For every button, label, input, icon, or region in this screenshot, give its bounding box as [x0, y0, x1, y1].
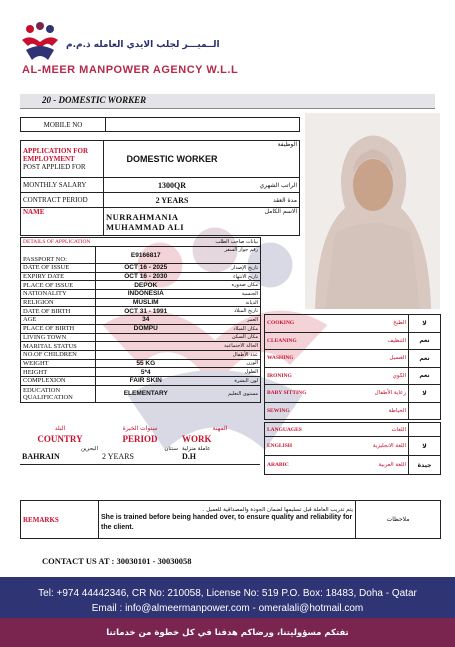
skills-table: [264, 314, 441, 420]
details-row-value: 5*4: [96, 368, 196, 377]
details-row-arabic: الطول: [196, 368, 261, 377]
remarks-arabic-text: يتم تدريب العاملة قبل تسليمها لضمان الجودة والمصداقية للعميل .: [202, 506, 353, 513]
period-header: PERIOD: [122, 433, 158, 444]
details-row-value: ELEMENTARY: [96, 385, 196, 402]
details-row-label: MARITAL STATUS: [21, 342, 96, 351]
experience-period-arabic: سنتان: [164, 446, 178, 453]
experience-country-arabic: البحرين: [80, 446, 98, 453]
experience-period-value: 2 YEARS: [102, 452, 134, 462]
skill-arabic-label: رعاية الأطفال: [325, 385, 409, 403]
languages-arabic-label: اللغات: [325, 423, 409, 437]
details-row-value: DOMPU: [96, 324, 196, 333]
details-row: [21, 324, 261, 333]
details-row-arabic: عدد الأطفال: [196, 350, 261, 359]
footer-tagline-arabic: تفتكم مسؤوليتنا، ورضاكم هدفنا في كل خطوة من خدماتنا: [106, 628, 349, 638]
skill-row: [265, 332, 441, 350]
skill-answer: لا: [409, 315, 441, 333]
salary-value: 1300QR: [104, 178, 241, 193]
experience-work-arabic: عاملة منزلية: [182, 446, 211, 453]
details-row-label: NATIONALITY: [21, 290, 96, 299]
details-row: [21, 281, 261, 290]
details-row: [21, 247, 261, 264]
details-row-arabic: الديانة: [196, 298, 261, 307]
period-arabic-header: سنوات الخبرة: [122, 425, 158, 432]
skill-row: [265, 315, 441, 333]
details-row: [21, 359, 261, 368]
post-value: DOMESTIC WORKER: [104, 141, 241, 178]
details-section-label: DETAILS OF APPLICATION: [21, 238, 196, 247]
experience-work-value: D.H: [182, 452, 196, 462]
details-row-label: DATE OF BIRTH: [21, 307, 96, 316]
details-row: [21, 350, 261, 359]
name-label: NAME: [21, 208, 104, 236]
details-row-value: FAIR SKIN: [96, 376, 196, 385]
remarks-table: [20, 500, 441, 539]
post-applied-label: POST APPLIED FOR: [23, 163, 86, 171]
application-table: [20, 140, 300, 236]
details-row-value: DEPOK: [96, 281, 196, 290]
details-row: [21, 272, 261, 281]
salary-arabic-label: الراتب الشهري: [240, 178, 300, 193]
details-row-label: DATE OF ISSUE: [21, 264, 96, 273]
remarks-label: REMARKS: [21, 501, 99, 539]
details-row-value: OCT 16 - 2025: [96, 264, 196, 273]
details-row-label: AGE: [21, 316, 96, 325]
details-row-label: LIVING TOWN: [21, 333, 96, 342]
contract-value: 2 YEARS: [104, 193, 241, 208]
details-row-label: HEIGHT: [21, 368, 96, 377]
skill-answer: لا: [409, 385, 441, 403]
language-rows: [265, 437, 441, 475]
contract-label: CONTRACT PERIOD: [21, 193, 104, 208]
details-row-arabic: تاريخ الميلاد: [196, 307, 261, 316]
skills-rows: [265, 315, 441, 420]
mobile-value: [106, 118, 300, 132]
skill-row: [265, 402, 441, 420]
application-label: APPLICATION FOR EMPLOYMENT: [23, 147, 89, 163]
details-row-value: OCT 16 - 2030: [96, 272, 196, 281]
details-row-label: COMPLEXION: [21, 376, 96, 385]
details-row-label: NO.OF CHILDREN: [21, 350, 96, 359]
language-row: [265, 437, 441, 456]
languages-label: LANGUAGES: [265, 423, 325, 437]
details-row-label: PASSPORT NO:: [21, 247, 96, 264]
name-value: NURRAHMANIA MUHAMMAD ALI: [104, 208, 241, 236]
experience-work-cell: [180, 444, 260, 464]
applicant-portrait-icon: [305, 113, 440, 309]
details-row-arabic: الوزن: [196, 359, 261, 368]
details-row-label: WEIGHT: [21, 359, 96, 368]
skill-arabic-label: الطبخ: [325, 315, 409, 333]
agency-name-english: AL-MEER MANPOWER AGENCY W.L.L: [22, 64, 239, 76]
details-row-value: [96, 333, 196, 342]
skill-label: WASHING: [265, 350, 325, 368]
skill-label: IRONING: [265, 367, 325, 385]
details-section-arabic: بيانات صاحب الطلب: [196, 238, 261, 247]
skill-arabic-label: الكوي: [325, 367, 409, 385]
details-row-label: PLACE OF BIRTH: [21, 324, 96, 333]
ad-title: 20 - DOMESTIC WORKER: [42, 95, 147, 105]
details-row-value: 55 KG: [96, 359, 196, 368]
skill-label: BABY SITTING: [265, 385, 325, 403]
details-row-arabic: الحالة الاجتماعية: [196, 342, 261, 351]
contact-line: CONTACT US AT : 30030101 - 30030058: [42, 556, 192, 566]
skill-row: [265, 367, 441, 385]
post-arabic-label: الوظيفة: [240, 141, 300, 178]
country-header: COUNTRY: [37, 433, 83, 444]
language-label: ENGLISH: [265, 437, 325, 456]
skill-arabic-label: التنظيف: [325, 332, 409, 350]
contract-arabic-label: مدة العقد: [240, 193, 300, 208]
details-row-value: E9166817: [96, 247, 196, 264]
details-row: [21, 385, 261, 402]
work-header: WORK: [182, 433, 212, 444]
details-rows: [21, 247, 261, 403]
details-row-value: INDONESIA: [96, 290, 196, 299]
details-row-arabic: رقم جواز السفر: [196, 247, 261, 264]
language-label: ARABIC: [265, 456, 325, 475]
details-row-arabic: مكان الميلاد: [196, 324, 261, 333]
footer-contact-line: Tel: +974 44442346, CR No: 210058, License No: 519 P.O. Box: 18483, Doha - Qatar: [38, 588, 417, 599]
details-table: [20, 237, 261, 403]
details-row: [21, 298, 261, 307]
remarks-english-text: She is trained before being handed over, to ensure quality and reliability for the client.: [101, 513, 353, 531]
details-row: [21, 316, 261, 325]
mobile-label: MOBILE NO: [21, 118, 106, 132]
details-row-label: EDUCATION QUALIFICATION: [21, 385, 96, 402]
language-arabic-label: اللغة العربية: [325, 456, 409, 475]
details-row: [21, 290, 261, 299]
details-row: [21, 333, 261, 342]
skill-answer: نعم: [409, 332, 441, 350]
details-row-arabic: العمر: [196, 316, 261, 325]
details-row-label: RELIGION: [21, 298, 96, 307]
remarks-arabic-label: ملاحظات: [356, 501, 441, 539]
details-row: [21, 264, 261, 273]
mobile-table: [20, 117, 300, 132]
experience-country-value: BAHRAIN: [22, 452, 60, 462]
language-answer: لا: [409, 437, 441, 456]
skill-answer: نعم: [409, 367, 441, 385]
name-arabic-label: الاسم الكامل: [240, 208, 300, 236]
details-row: [21, 376, 261, 385]
skill-row: [265, 385, 441, 403]
details-row: [21, 307, 261, 316]
details-row-value: MUSLIM: [96, 298, 196, 307]
agency-logo-icon: [18, 20, 62, 64]
salary-label: MONTHLY SALARY: [21, 178, 104, 193]
country-arabic-header: البلد: [54, 425, 66, 432]
details-row-value: [96, 350, 196, 359]
skill-arabic-label: الغسيل: [325, 350, 409, 368]
experience-table: [20, 424, 260, 465]
details-row-arabic: تاريخ الإصدار: [196, 264, 261, 273]
details-row-arabic: مكان السكن: [196, 333, 261, 342]
language-row: [265, 456, 441, 475]
skill-label: CLEANING: [265, 332, 325, 350]
experience-country-cell: [20, 444, 100, 464]
remarks-text-cell: [99, 501, 356, 539]
details-row-arabic: لون البشرة: [196, 376, 261, 385]
details-row-value: [96, 342, 196, 351]
details-row: [21, 368, 261, 377]
skill-label: SEWING: [265, 402, 325, 420]
language-arabic-label: اللغة الانجليزية: [325, 437, 409, 456]
details-row-arabic: الجنسية: [196, 290, 261, 299]
details-row-arabic: مستوى التعليم: [196, 385, 261, 402]
skill-arabic-label: الخياطة: [325, 402, 409, 420]
skill-label: COOKING: [265, 315, 325, 333]
languages-table: [264, 422, 441, 475]
details-row-value: 34: [96, 316, 196, 325]
details-row: [21, 342, 261, 351]
details-row-label: PLACE OF ISSUE: [21, 281, 96, 290]
skill-row: [265, 350, 441, 368]
details-row-value: OCT 31 - 1991: [96, 307, 196, 316]
applicant-photo: [305, 113, 440, 309]
work-arabic-header: المهنة: [212, 425, 228, 432]
skill-answer: [409, 402, 441, 420]
agency-name-arabic: الــميـــر لجلب الايدي العامله ذ.م.م: [66, 40, 220, 50]
details-row-arabic: مكان صدوره: [196, 281, 261, 290]
experience-period-cell: [100, 444, 180, 464]
details-row-label: EXPIRY DATE: [21, 272, 96, 281]
skill-answer: نعم: [409, 350, 441, 368]
details-row-arabic: تاريخ الانتهاء: [196, 272, 261, 281]
footer-email-line: Email : info@almeermanpower.com - omeralali@hotmail.com: [91, 603, 364, 614]
language-answer: جيدة: [409, 456, 441, 475]
